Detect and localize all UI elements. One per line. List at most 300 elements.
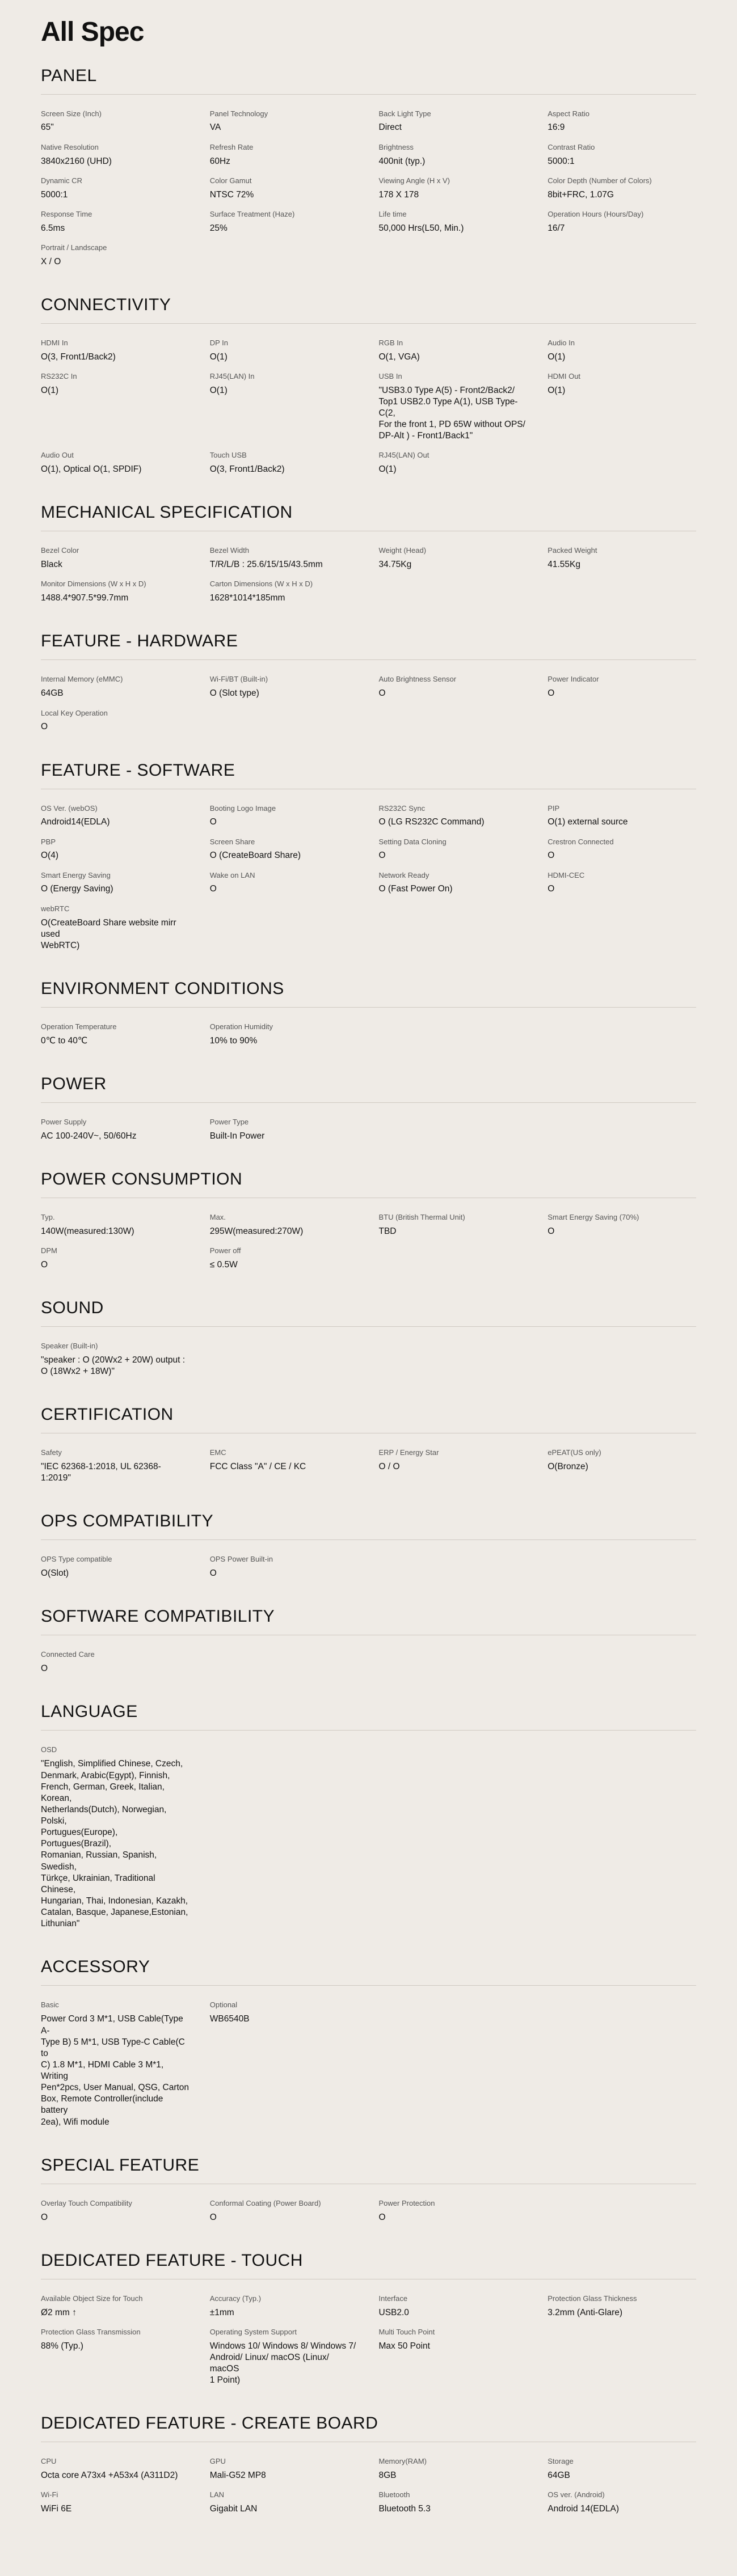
spec-item	[210, 1448, 359, 1484]
spec-grid	[41, 1118, 696, 1142]
spec-grid	[41, 804, 696, 951]
spec-label: Max.	[209, 1213, 226, 1221]
spec-value: "speaker : O (20Wx2 + 20W) output : O (18Wx2 + 18W)"	[41, 1355, 186, 1377]
section-title: MECHANICAL SPECIFICATION	[41, 502, 696, 531]
spec-item	[41, 1555, 189, 1579]
spec-item	[210, 2199, 359, 2223]
spec-item	[41, 804, 189, 828]
spec-label: Back Light Type	[378, 109, 431, 118]
spec-label: Color Depth (Number of Colors)	[548, 176, 652, 185]
section-title: POWER CONSUMPTION	[41, 1169, 696, 1198]
spec-label: PIP	[548, 803, 560, 813]
page-title: All Spec	[41, 17, 144, 47]
spec-section-feature-software	[41, 760, 696, 951]
spec-label: Booting Logo Image	[209, 803, 276, 813]
spec-label: Smart Energy Saving	[41, 870, 111, 879]
spec-label: Touch USB	[209, 451, 247, 460]
spec-item	[210, 1246, 359, 1271]
spec-label: Surface Treatment (Haze)	[209, 209, 295, 218]
spec-grid	[41, 1448, 696, 1484]
spec-section-language	[41, 1702, 696, 1930]
spec-item	[379, 2294, 528, 2319]
spec-value: O	[209, 2212, 217, 2222]
spec-label: Screen Size (Inch)	[41, 109, 102, 118]
spec-item	[210, 837, 359, 862]
spec-label: OPS Type compatible	[41, 1555, 112, 1564]
spec-label: EMC	[209, 1448, 226, 1457]
spec-item	[548, 1213, 696, 1237]
spec-label: OS Ver. (webOS)	[41, 803, 98, 813]
spec-item	[210, 143, 359, 167]
spec-item	[379, 176, 528, 201]
spec-label: ePEAT(US only)	[548, 1448, 601, 1457]
spec-section-special-feature	[41, 2155, 696, 2223]
spec-label: Operation Humidity	[209, 1022, 273, 1031]
spec-label: Wake on LAN	[209, 870, 255, 879]
spec-section-software-compatibility	[41, 1606, 696, 1674]
spec-section-accessory	[41, 1957, 696, 2127]
spec-label: Audio Out	[41, 451, 74, 460]
section-title: LANGUAGE	[41, 1702, 696, 1731]
spec-label: RS232C Sync	[378, 803, 426, 813]
spec-item	[379, 2328, 528, 2386]
spec-item	[41, 675, 189, 699]
spec-label: Brightness	[378, 142, 414, 151]
spec-item	[379, 546, 528, 570]
spec-label: Response Time	[41, 209, 92, 218]
spec-grid	[41, 675, 696, 733]
spec-value: 5000:1	[41, 189, 68, 200]
spec-label: HDMI Out	[548, 371, 581, 380]
spec-grid	[41, 1745, 696, 1930]
spec-item	[548, 176, 696, 201]
spec-value: 1488.4*907.5*99.7mm	[41, 593, 129, 603]
spec-label: Speaker (Built-in)	[41, 1342, 98, 1351]
spec-label: Operation Temperature	[41, 1022, 117, 1031]
spec-value: 10% to 90%	[209, 1035, 258, 1046]
spec-value: O(1)	[378, 464, 397, 475]
spec-value: 25%	[209, 223, 228, 233]
spec-label: PBP	[41, 837, 56, 846]
spec-value: O	[548, 1226, 555, 1236]
spec-value: 34.75Kg	[378, 560, 412, 570]
spec-value: WB6540B	[209, 2014, 250, 2024]
spec-item	[41, 176, 189, 201]
spec-item	[41, 1246, 189, 1271]
spec-section-feature-hardware	[41, 631, 696, 733]
spec-item	[41, 2490, 189, 2515]
spec-label: Audio In	[548, 338, 575, 347]
spec-item	[210, 2294, 359, 2319]
spec-label: Viewing Angle (H x V)	[378, 176, 450, 185]
spec-value: O	[378, 851, 386, 861]
spec-grid	[41, 1022, 696, 1047]
spec-grid	[41, 1213, 696, 1271]
spec-value: 41.55Kg	[548, 560, 580, 570]
spec-value: TBD	[378, 1226, 397, 1236]
spec-item	[379, 675, 528, 699]
spec-value: O	[209, 1568, 217, 1579]
spec-value: O(Slot)	[41, 1568, 69, 1579]
spec-label: Crestron Connected	[548, 837, 614, 846]
spec-item	[41, 451, 189, 475]
spec-value: O	[209, 817, 217, 827]
spec-label: GPU	[209, 2457, 226, 2466]
spec-grid	[41, 1555, 696, 1579]
spec-item	[41, 210, 189, 234]
spec-grid	[41, 1342, 696, 1377]
spec-label: Power off	[209, 1246, 241, 1255]
spec-item	[41, 904, 189, 951]
spec-item	[41, 546, 189, 570]
spec-value: 60Hz	[209, 156, 230, 166]
spec-value: Built-In Power	[209, 1131, 265, 1141]
spec-label: Connected Care	[41, 1650, 95, 1659]
spec-label: RGB In	[378, 338, 403, 347]
spec-item	[41, 2328, 189, 2386]
spec-label: Operation Hours (Hours/Day)	[548, 209, 644, 218]
spec-item	[210, 1555, 359, 1579]
spec-label: Color Gamut	[209, 176, 252, 185]
spec-item	[379, 109, 528, 134]
spec-label: Screen Share	[209, 837, 255, 846]
spec-value: O(1)	[209, 385, 228, 395]
spec-label: Wi-Fi	[41, 2490, 58, 2499]
spec-value: 50,000 Hrs(L50, Min.)	[378, 223, 464, 233]
spec-value: 0℃ to 40℃	[41, 1035, 88, 1046]
spec-label: Setting Data Cloning	[378, 837, 447, 846]
spec-item	[41, 1650, 189, 1674]
spec-label: Local Key Operation	[41, 708, 108, 717]
spec-label: RS232C In	[41, 371, 77, 380]
spec-value: 8bit+FRC, 1.07G	[548, 189, 614, 200]
section-title: ENVIRONMENT CONDITIONS	[41, 979, 696, 1008]
spec-item	[41, 2457, 189, 2481]
section-title: CERTIFICATION	[41, 1405, 696, 1433]
spec-item	[41, 709, 189, 733]
spec-value: O(1, VGA)	[378, 352, 420, 362]
spec-sections	[41, 66, 696, 2515]
spec-label: DPM	[41, 1246, 57, 1255]
spec-item	[548, 339, 696, 363]
spec-section-power-consumption	[41, 1169, 696, 1271]
spec-section-mechanical-specification	[41, 502, 696, 604]
spec-grid	[41, 339, 696, 476]
spec-item	[548, 871, 696, 895]
spec-value: 178 X 178	[378, 189, 419, 200]
spec-item	[210, 804, 359, 828]
spec-value: NTSC 72%	[209, 189, 254, 200]
spec-value: O	[41, 2212, 48, 2222]
spec-value: O(CreateBoard Share website mirr used WebRTC)	[41, 917, 176, 950]
spec-section-dedicated-feature-touch	[41, 2251, 696, 2386]
spec-item	[210, 675, 359, 699]
section-title: SOUND	[41, 1298, 696, 1327]
spec-value: O (CreateBoard Share)	[209, 851, 301, 861]
spec-item	[210, 2000, 359, 2127]
section-title: CONNECTIVITY	[41, 295, 696, 324]
spec-label: Multi Touch Point	[378, 2327, 435, 2336]
spec-item	[210, 109, 359, 134]
spec-item	[548, 109, 696, 134]
spec-item	[379, 2490, 528, 2515]
spec-item	[548, 2457, 696, 2481]
spec-item	[41, 837, 189, 862]
spec-item	[379, 871, 528, 895]
spec-item	[379, 210, 528, 234]
spec-item	[41, 1745, 189, 1930]
spec-value: O(1), Optical O(1, SPDIF)	[41, 464, 142, 475]
spec-value: 64GB	[548, 2471, 570, 2481]
spec-section-ops-compatibility	[41, 1511, 696, 1579]
spec-value: T/R/L/B : 25.6/15/15/43.5mm	[209, 560, 323, 570]
spec-section-power	[41, 1074, 696, 1142]
spec-label: LAN	[209, 2490, 225, 2499]
spec-value: O	[41, 722, 48, 732]
spec-section-certification	[41, 1405, 696, 1484]
spec-grid	[41, 2199, 696, 2223]
spec-section-dedicated-feature-create-board	[41, 2413, 696, 2515]
spec-value: O	[41, 1664, 48, 1674]
spec-value: O	[41, 1259, 48, 1270]
spec-item	[210, 2457, 359, 2481]
spec-label: Interface	[378, 2294, 408, 2303]
spec-label: RJ45(LAN) Out	[378, 451, 429, 460]
spec-item	[379, 2457, 528, 2481]
spec-label: RJ45(LAN) In	[209, 371, 255, 380]
spec-label: Operating System Support	[209, 2327, 297, 2336]
spec-label: Internal Memory (eMMC)	[41, 675, 123, 684]
spec-grid	[41, 109, 696, 268]
spec-item	[41, 2199, 189, 2223]
spec-value: 295W(measured:270W)	[209, 1226, 304, 1236]
spec-value: 140W(measured:130W)	[41, 1226, 134, 1236]
spec-item	[548, 837, 696, 862]
spec-value: Max 50 Point	[378, 2341, 430, 2351]
spec-item	[379, 339, 528, 363]
section-title: DEDICATED FEATURE - TOUCH	[41, 2251, 696, 2279]
spec-item	[548, 804, 696, 828]
spec-value: O(1)	[548, 385, 566, 395]
spec-item	[210, 2490, 359, 2515]
spec-value: 3.2mm (Anti-Glare)	[548, 2307, 623, 2317]
spec-item	[210, 372, 359, 442]
spec-item	[379, 1448, 528, 1484]
spec-item	[379, 451, 528, 475]
spec-label: OSD	[41, 1745, 57, 1754]
spec-item	[210, 1022, 359, 1047]
spec-value: "IEC 62368-1:2018, UL 62368-1:2019"	[41, 1462, 161, 1483]
spec-value: FCC Class "A" / CE / KC	[209, 1462, 306, 1472]
spec-item	[548, 143, 696, 167]
spec-value: O (Energy Saving)	[41, 884, 113, 894]
spec-value: O	[548, 851, 555, 861]
spec-value: O(4)	[41, 851, 58, 861]
spec-label: Power Supply	[41, 1117, 87, 1126]
spec-label: ERP / Energy Star	[378, 1448, 439, 1457]
spec-item	[379, 143, 528, 167]
spec-label: Dynamic CR	[41, 176, 82, 185]
spec-label: Refresh Rate	[209, 142, 254, 151]
spec-grid	[41, 2000, 696, 2127]
spec-item	[210, 210, 359, 234]
section-title: ACCESSORY	[41, 1957, 696, 1986]
spec-value: O(1)	[548, 352, 566, 362]
spec-label: USB In	[378, 371, 402, 380]
spec-label: Packed Weight	[548, 546, 597, 555]
spec-item	[210, 1213, 359, 1237]
spec-value: 8GB	[378, 2471, 397, 2481]
spec-label: OPS Power Built-in	[209, 1555, 273, 1564]
spec-value: 6.5ms	[41, 223, 65, 233]
spec-label: Monitor Dimensions (W x H x D)	[41, 580, 146, 589]
spec-value: 65"	[41, 122, 54, 133]
spec-value: Power Cord 3 M*1, USB Cable(Type A- Type B) 5 M*1, USB Type-C Cable(C to C) 1.8 M*1, HDMI Cable 3 M*1, Writing Pen*2pcs, User Manual, QSG, Carton Box, Remote Controller(include battery 2ea), Wifi module	[41, 2014, 189, 2127]
spec-value: X / O	[41, 256, 61, 267]
spec-value: 88% (Typ.)	[41, 2341, 83, 2351]
spec-grid	[41, 2294, 696, 2386]
section-title: FEATURE - HARDWARE	[41, 631, 696, 660]
spec-value: O / O	[378, 1462, 400, 1472]
spec-item	[41, 1022, 189, 1047]
spec-item	[548, 546, 696, 570]
spec-label: Bluetooth	[378, 2490, 410, 2499]
spec-value: "USB3.0 Type A(5) - Front2/Back2/ Top1 USB2.0 Type A(1), USB Type-C(2, For the front 1, PD 65W without OPS/ DP-Alt ) - Front1/Back1"	[378, 385, 525, 441]
spec-value: 64GB	[41, 688, 64, 699]
spec-value: Black	[41, 560, 62, 570]
spec-item	[379, 837, 528, 862]
spec-value: Direct	[378, 122, 402, 133]
spec-item	[41, 372, 189, 442]
spec-label: Memory(RAM)	[378, 2457, 427, 2466]
spec-value: O(Bronze)	[548, 1462, 588, 1472]
spec-label: Aspect Ratio	[548, 109, 589, 118]
spec-label: Power Indicator	[548, 675, 599, 684]
spec-item	[41, 580, 189, 604]
spec-item	[210, 176, 359, 201]
spec-label: Carton Dimensions (W x H x D)	[209, 580, 313, 589]
spec-label: Weight (Head)	[378, 546, 427, 555]
spec-item	[548, 1448, 696, 1484]
spec-grid	[41, 2457, 696, 2515]
spec-label: Optional	[209, 2000, 238, 2010]
spec-item	[41, 2294, 189, 2319]
spec-label: Bezel Color	[41, 546, 79, 555]
spec-label: webRTC	[41, 904, 70, 913]
spec-label: Safety	[41, 1448, 62, 1457]
spec-label: Panel Technology	[209, 109, 268, 118]
spec-value: 3840x2160 (UHD)	[41, 156, 112, 166]
spec-label: Life time	[378, 209, 407, 218]
spec-value: O	[378, 2212, 386, 2222]
spec-value: 16:9	[548, 122, 565, 133]
spec-item	[41, 1448, 189, 1484]
spec-label: OS ver. (Android)	[548, 2490, 605, 2499]
spec-value: Mali-G52 MP8	[209, 2471, 266, 2481]
spec-value: Android 14(EDLA)	[548, 2504, 620, 2514]
spec-label: HDMI-CEC	[548, 870, 585, 879]
spec-item	[210, 1118, 359, 1142]
spec-section-connectivity	[41, 295, 696, 476]
spec-label: Contrast Ratio	[548, 142, 595, 151]
spec-item	[41, 243, 189, 268]
section-title: DEDICATED FEATURE - CREATE BOARD	[41, 2413, 696, 2442]
spec-item	[379, 2199, 528, 2223]
spec-value: ±1mm	[209, 2307, 234, 2317]
spec-grid	[41, 546, 696, 604]
spec-value: O(3, Front1/Back2)	[41, 352, 116, 362]
spec-value: WiFi 6E	[41, 2504, 72, 2514]
spec-value: O (Fast Power On)	[378, 884, 453, 894]
spec-value: 1628*1014*185mm	[209, 593, 285, 603]
spec-item	[379, 372, 528, 442]
spec-value: O (Slot type)	[209, 688, 259, 699]
spec-label: CPU	[41, 2457, 57, 2466]
spec-label: Accuracy (Typ.)	[209, 2294, 262, 2303]
spec-item	[41, 2000, 189, 2127]
spec-value: Ø2 mm ↑	[41, 2307, 77, 2317]
spec-item	[548, 2490, 696, 2515]
spec-item	[210, 451, 359, 475]
spec-item	[210, 2328, 359, 2386]
spec-item	[41, 1118, 189, 1142]
spec-value: "English, Simplified Chinese, Czech, Denmark, Arabic(Egypt), Finnish, French, German, Greek, Italian, Korean, Netherlands(Dutch), Norwegian, Polski, Portugues(Europe), Portugues(Brazil), Romanian, Russian, Spanish, Swedish, Türkçe, Ukrainian, Traditional Chinese, Hungarian, Thai, Indonesian, Kazakh, Catalan, Basque, Japanese,Estonian, Lithunian"	[41, 1759, 188, 1929]
spec-label: Power Protection	[378, 2198, 435, 2207]
spec-section-sound	[41, 1298, 696, 1377]
spec-item	[41, 109, 189, 134]
spec-item	[548, 372, 696, 442]
spec-item	[548, 2294, 696, 2319]
spec-label: Basic	[41, 2000, 59, 2010]
spec-label: Bezel Width	[209, 546, 250, 555]
section-title: PANEL	[41, 66, 696, 95]
spec-label: Storage	[548, 2457, 574, 2466]
spec-section-environment-conditions	[41, 979, 696, 1047]
spec-label: Network Ready	[378, 870, 429, 879]
spec-value: O	[548, 884, 555, 894]
spec-item	[210, 871, 359, 895]
spec-value: O (LG RS232C Command)	[378, 817, 485, 827]
spec-item	[41, 1213, 189, 1237]
spec-value: VA	[209, 122, 221, 133]
spec-value: O	[378, 688, 386, 699]
spec-label: Typ.	[41, 1213, 55, 1221]
spec-section-panel	[41, 66, 696, 268]
section-title: OPS COMPATIBILITY	[41, 1511, 696, 1540]
spec-value: USB2.0	[378, 2307, 409, 2317]
spec-value: 5000:1	[548, 156, 575, 166]
spec-item	[548, 210, 696, 234]
spec-label: Power Type	[209, 1117, 249, 1126]
spec-value: Gigabit LAN	[209, 2504, 258, 2514]
spec-value: ≤ 0.5W	[209, 1259, 238, 1270]
spec-value: O(1) external source	[548, 817, 628, 827]
spec-item	[210, 546, 359, 570]
spec-item	[41, 339, 189, 363]
spec-label: Wi-Fi/BT (Built-in)	[209, 675, 268, 684]
spec-label: Smart Energy Saving (70%)	[548, 1213, 639, 1221]
spec-label: Auto Brightness Sensor	[378, 675, 457, 684]
spec-item	[379, 1213, 528, 1237]
spec-value: AC 100-240V~, 50/60Hz	[41, 1131, 137, 1141]
spec-value: O	[548, 688, 555, 699]
spec-value: Bluetooth 5.3	[378, 2504, 431, 2514]
spec-value: O(1)	[209, 352, 228, 362]
section-title: SPECIAL FEATURE	[41, 2155, 696, 2184]
spec-grid	[41, 1650, 696, 1674]
spec-value: O	[209, 884, 217, 894]
spec-value: 400nit (typ.)	[378, 156, 426, 166]
